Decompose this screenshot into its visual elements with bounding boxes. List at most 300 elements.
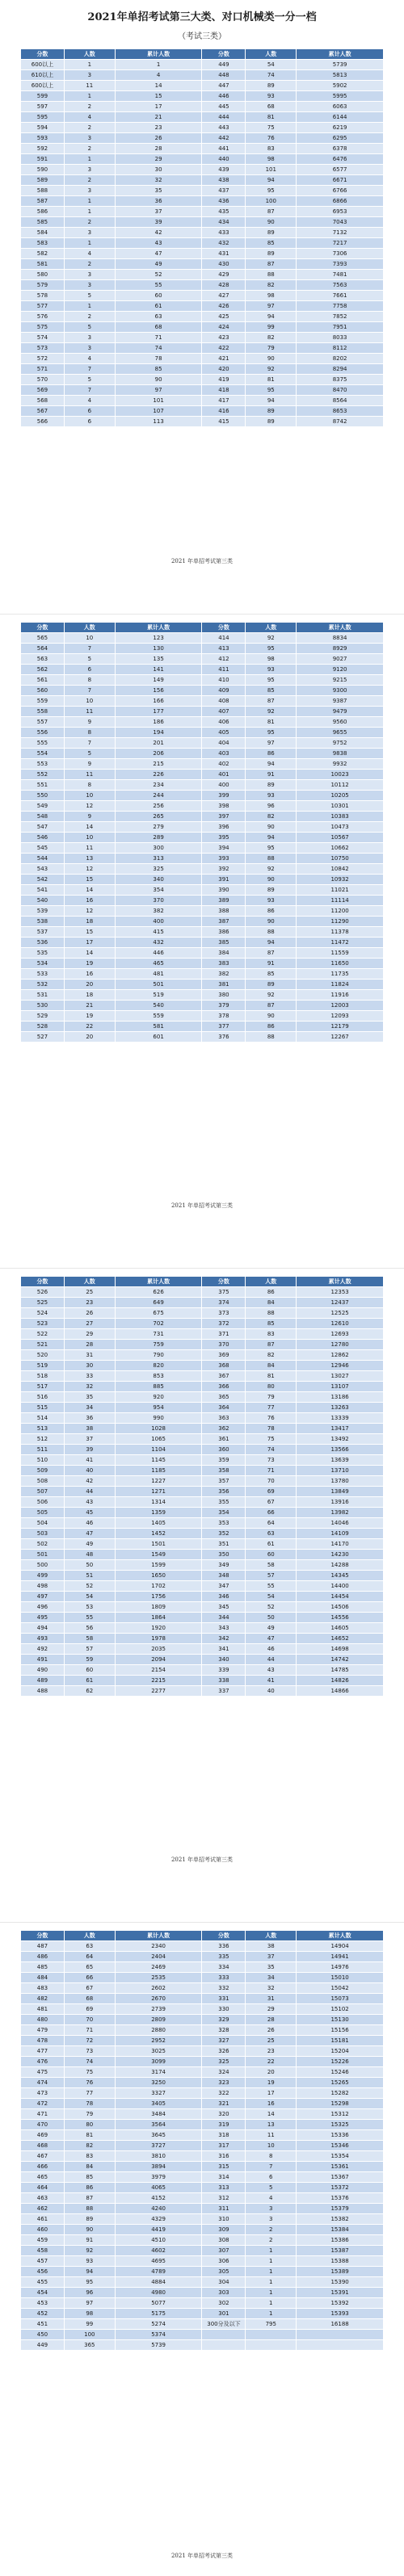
table-cell: 5 xyxy=(64,375,115,385)
table-cell: 12862 xyxy=(297,1350,384,1361)
table-cell: 15336 xyxy=(297,2130,384,2141)
table-cell: 412 xyxy=(202,654,246,665)
table-cell: 9752 xyxy=(297,738,384,749)
table-cell: 44 xyxy=(64,1487,115,1497)
table-row xyxy=(21,280,384,291)
table-cell: 579 xyxy=(21,280,65,291)
table-cell: 11559 xyxy=(297,948,384,959)
table-cell: 14 xyxy=(64,822,115,833)
table-cell: 88 xyxy=(64,2204,115,2214)
table-cell: 3099 xyxy=(115,2057,202,2067)
page-2 xyxy=(0,622,404,1227)
table-cell: 5739 xyxy=(115,2340,202,2351)
table-cell: 265 xyxy=(115,812,202,822)
table-cell: 355 xyxy=(202,1497,246,1508)
table-row xyxy=(21,1560,384,1571)
table-cell: 434 xyxy=(202,217,246,228)
table-row xyxy=(21,854,384,864)
table-cell: 347 xyxy=(202,1581,246,1592)
table-cell: 1 xyxy=(246,2246,297,2256)
table-cell: 82 xyxy=(246,333,297,343)
table-row xyxy=(21,1487,384,1497)
table-cell: 11 xyxy=(64,81,115,91)
table-cell: 15387 xyxy=(297,2246,384,2256)
column-header: 分数 xyxy=(202,1931,246,1941)
table-cell: 94 xyxy=(246,938,297,948)
table-cell: 71 xyxy=(115,333,202,343)
table-row xyxy=(21,228,384,238)
table-cell: 57 xyxy=(246,1571,297,1581)
table-row xyxy=(21,1644,384,1655)
table-cell: 90 xyxy=(246,822,297,833)
table-row xyxy=(21,2235,384,2246)
table-cell: 93 xyxy=(246,896,297,906)
score-table xyxy=(20,1930,384,2351)
table-cell: 68 xyxy=(64,1994,115,2004)
table-cell: 14556 xyxy=(297,1613,384,1623)
table-cell: 366 xyxy=(202,1382,246,1392)
table-row xyxy=(21,1665,384,1676)
table-cell: 415 xyxy=(115,927,202,938)
column-header: 累计人数 xyxy=(297,1931,384,1941)
table-cell: 54 xyxy=(246,1592,297,1602)
table-cell: 54 xyxy=(64,1592,115,1602)
table-cell: 392 xyxy=(202,864,246,875)
table-cell: 435 xyxy=(202,207,246,217)
table-cell: 58 xyxy=(246,1560,297,1571)
table-cell: 460 xyxy=(21,2225,65,2235)
table-cell: 95 xyxy=(246,675,297,686)
table-cell: 12437 xyxy=(297,1298,384,1308)
table-cell: 15246 xyxy=(297,2067,384,2078)
table-cell: 511 xyxy=(21,1445,65,1455)
table-cell: 82 xyxy=(246,812,297,822)
table-cell: 570 xyxy=(21,375,65,385)
table-cell: 12 xyxy=(64,906,115,917)
table-cell: 502 xyxy=(21,1539,65,1550)
table-cell: 42 xyxy=(64,1476,115,1487)
table-cell: 568 xyxy=(21,396,65,406)
table-cell: 15130 xyxy=(297,2015,384,2025)
table-cell: 13339 xyxy=(297,1413,384,1424)
table-row xyxy=(21,291,384,301)
table-cell: 95 xyxy=(246,385,297,396)
table-cell: 535 xyxy=(21,948,65,959)
table-cell: 201 xyxy=(115,738,202,749)
table-cell: 362 xyxy=(202,1424,246,1434)
table-cell: 446 xyxy=(202,91,246,102)
table-cell: 89 xyxy=(246,406,297,417)
table-cell: 3 xyxy=(64,333,115,343)
table-row xyxy=(21,1529,384,1539)
table-cell: 58 xyxy=(64,1634,115,1644)
table-cell: 50 xyxy=(64,1560,115,1571)
table-cell: 546 xyxy=(21,833,65,843)
table-cell: 5 xyxy=(246,2183,297,2193)
table-cell: 538 xyxy=(21,917,65,927)
table-cell: 81 xyxy=(246,1371,297,1382)
table-cell: 4065 xyxy=(115,2183,202,2193)
table-cell: 88 xyxy=(246,1032,297,1043)
table-cell: 345 xyxy=(202,1602,246,1613)
table-cell: 336 xyxy=(202,1941,246,1952)
table-cell: 3 xyxy=(64,270,115,280)
table-cell: 385 xyxy=(202,938,246,948)
table-row xyxy=(21,843,384,854)
table-cell: 503 xyxy=(21,1529,65,1539)
table-cell: 343 xyxy=(202,1623,246,1634)
table-cell: 532 xyxy=(21,980,65,990)
table-cell: 52 xyxy=(246,1602,297,1613)
table-cell: 21 xyxy=(64,1001,115,1011)
table-cell: 9479 xyxy=(297,707,384,717)
table-cell: 467 xyxy=(21,2151,65,2162)
table-cell: 1 xyxy=(115,60,202,70)
table-row xyxy=(21,1581,384,1592)
table-cell: 23 xyxy=(246,2046,297,2057)
table-cell: 2 xyxy=(246,2225,297,2235)
table-cell: 73 xyxy=(246,1455,297,1466)
table-cell: 1359 xyxy=(115,1508,202,1518)
table-row xyxy=(21,686,384,696)
page-footer: 2021 年单招考试第三类 xyxy=(170,558,234,564)
table-cell: 88 xyxy=(246,270,297,280)
table-cell: 91 xyxy=(64,2235,115,2246)
table-cell: 35 xyxy=(246,1962,297,1973)
table-cell: 81 xyxy=(246,375,297,385)
table-cell: 101 xyxy=(115,396,202,406)
table-row xyxy=(21,270,384,280)
table-cell: 523 xyxy=(21,1319,65,1329)
table-cell: 409 xyxy=(202,686,246,696)
table-cell: 7563 xyxy=(297,280,384,291)
table-cell: 533 xyxy=(21,969,65,980)
table-cell: 1405 xyxy=(115,1518,202,1529)
table-cell: 30 xyxy=(64,1361,115,1371)
table-cell: 15102 xyxy=(297,2004,384,2015)
table-cell: 3 xyxy=(64,70,115,81)
table-cell: 2535 xyxy=(115,1973,202,1983)
score-table xyxy=(20,48,384,427)
table-row xyxy=(21,1592,384,1602)
table-cell: 461 xyxy=(21,2214,65,2225)
table-row xyxy=(21,354,384,364)
table-cell: 1185 xyxy=(115,1466,202,1476)
table-row xyxy=(21,123,384,133)
table-cell: 61 xyxy=(115,301,202,312)
table-cell: 15392 xyxy=(297,2298,384,2309)
table-row xyxy=(21,2340,384,2351)
table-cell: 95 xyxy=(246,728,297,738)
table-cell: 11916 xyxy=(297,990,384,1001)
table-cell: 68 xyxy=(115,322,202,333)
table-row xyxy=(21,1298,384,1308)
table-cell: 370 xyxy=(202,1340,246,1350)
table-cell: 78 xyxy=(246,1424,297,1434)
table-cell: 14785 xyxy=(297,1665,384,1676)
table-cell: 302 xyxy=(202,2298,246,2309)
table-cell: 244 xyxy=(115,791,202,801)
table-cell: 2 xyxy=(64,175,115,186)
table-cell: 47 xyxy=(115,249,202,259)
table-cell: 1028 xyxy=(115,1424,202,1434)
table-cell: 1864 xyxy=(115,1613,202,1623)
table-cell: 350 xyxy=(202,1550,246,1560)
table-cell: 600以上 xyxy=(21,81,65,91)
table-cell: 560 xyxy=(21,686,65,696)
table-cell: 587 xyxy=(21,196,65,207)
table-row xyxy=(21,969,384,980)
table-cell: 53 xyxy=(64,1602,115,1613)
table-cell: 518 xyxy=(21,1371,65,1382)
table-cell: 63 xyxy=(246,1529,297,1539)
table-cell: 446 xyxy=(115,948,202,959)
table-cell: 19 xyxy=(246,2078,297,2088)
table-cell: 20 xyxy=(64,980,115,990)
table-cell: 10662 xyxy=(297,843,384,854)
table-cell: 3 xyxy=(64,280,115,291)
table-cell: 13492 xyxy=(297,1434,384,1445)
table-cell: 89 xyxy=(246,249,297,259)
table-cell: 10205 xyxy=(297,791,384,801)
table-cell: 517 xyxy=(21,1382,65,1392)
table-cell: 576 xyxy=(21,312,65,322)
table-cell: 505 xyxy=(21,1508,65,1518)
table-cell: 62 xyxy=(64,1686,115,1697)
table-cell: 495 xyxy=(21,1613,65,1623)
table-cell: 312 xyxy=(202,2193,246,2204)
table-cell: 3894 xyxy=(115,2162,202,2172)
table-cell: 595 xyxy=(21,112,65,123)
table-row xyxy=(21,2036,384,2046)
table-row xyxy=(21,2088,384,2099)
table-cell: 9 xyxy=(64,759,115,770)
table-cell: 13982 xyxy=(297,1508,384,1518)
table-cell: 559 xyxy=(21,696,65,707)
table-cell: 702 xyxy=(115,1319,202,1329)
table-row xyxy=(21,207,384,217)
table-cell: 226 xyxy=(115,770,202,780)
table-cell: 98 xyxy=(246,154,297,165)
table-cell: 95 xyxy=(246,843,297,854)
table-cell: 92 xyxy=(246,990,297,1001)
table-cell: 1065 xyxy=(115,1434,202,1445)
table-cell: 14 xyxy=(64,948,115,959)
table-cell: 11 xyxy=(246,2130,297,2141)
table-cell: 85 xyxy=(64,2172,115,2183)
table-cell: 9560 xyxy=(297,717,384,728)
table-cell: 342 xyxy=(202,1634,246,1644)
table-row xyxy=(21,833,384,843)
table-row xyxy=(21,1011,384,1022)
table-cell: 478 xyxy=(21,2036,65,2046)
table-cell: 356 xyxy=(202,1487,246,1497)
table-cell: 14976 xyxy=(297,1962,384,1973)
table-cell: 73 xyxy=(64,2046,115,2057)
table-cell: 6063 xyxy=(297,102,384,112)
table-cell: 9655 xyxy=(297,728,384,738)
table-cell: 6953 xyxy=(297,207,384,217)
table-cell: 234 xyxy=(115,780,202,791)
table-cell: 89 xyxy=(246,228,297,238)
table-cell: 470 xyxy=(21,2120,65,2130)
table-cell: 489 xyxy=(21,1676,65,1686)
table-cell: 11472 xyxy=(297,938,384,948)
table-cell: 37 xyxy=(115,207,202,217)
table-cell: 16 xyxy=(64,896,115,906)
table-cell: 98 xyxy=(64,2309,115,2319)
table-row xyxy=(21,2172,384,2183)
table-cell: 52 xyxy=(115,270,202,280)
table-cell: 67 xyxy=(246,1497,297,1508)
table-cell: 206 xyxy=(115,749,202,759)
table-cell: 326 xyxy=(202,2046,246,2057)
table-cell: 490 xyxy=(21,1665,65,1676)
table-row xyxy=(21,654,384,665)
table-row xyxy=(21,1001,384,1011)
table-cell: 304 xyxy=(202,2277,246,2288)
table-cell: 14742 xyxy=(297,1655,384,1665)
table-cell: 2035 xyxy=(115,1644,202,1655)
table-cell: 303 xyxy=(202,2288,246,2298)
table-cell: 487 xyxy=(21,1941,65,1952)
table-cell: 2 xyxy=(64,102,115,112)
table-row xyxy=(21,2141,384,2151)
table-cell: 1 xyxy=(246,2267,297,2277)
table-cell: 82 xyxy=(246,280,297,291)
table-cell: 92 xyxy=(246,633,297,644)
table-cell: 13780 xyxy=(297,1476,384,1487)
table-cell: 95 xyxy=(246,644,297,654)
table-row xyxy=(21,417,384,427)
table-cell: 501 xyxy=(21,1550,65,1560)
table-cell: 377 xyxy=(202,1022,246,1032)
table-cell: 43 xyxy=(64,1497,115,1508)
table-cell: 427 xyxy=(202,291,246,301)
table-cell: 586 xyxy=(21,207,65,217)
table-cell: 4 xyxy=(64,396,115,406)
table-cell: 47 xyxy=(246,1634,297,1644)
table-cell: 3327 xyxy=(115,2088,202,2099)
table-cell: 318 xyxy=(202,2130,246,2141)
table-row xyxy=(21,333,384,343)
page-divider xyxy=(0,1268,404,1269)
table-cell: 79 xyxy=(246,343,297,354)
table-cell: 920 xyxy=(115,1392,202,1403)
table-cell: 44 xyxy=(246,1655,297,1665)
table-cell: 367 xyxy=(202,1371,246,1382)
table-cell: 504 xyxy=(21,1518,65,1529)
table-cell: 177 xyxy=(115,707,202,717)
table-cell: 7 xyxy=(64,385,115,396)
table-cell: 422 xyxy=(202,343,246,354)
table-cell: 88 xyxy=(246,1308,297,1319)
table-cell: 512 xyxy=(21,1434,65,1445)
table-cell: 5 xyxy=(64,654,115,665)
table-row xyxy=(21,1508,384,1518)
column-header: 分数 xyxy=(21,1277,65,1287)
table-cell: 57 xyxy=(64,1644,115,1655)
table-cell: 89 xyxy=(246,417,297,427)
table-cell: 428 xyxy=(202,280,246,291)
table-cell: 6766 xyxy=(297,186,384,196)
table-cell: 7 xyxy=(64,686,115,696)
table-cell: 375 xyxy=(202,1287,246,1298)
table-cell: 359 xyxy=(202,1455,246,1466)
table-cell: 378 xyxy=(202,1011,246,1022)
table-cell: 31 xyxy=(246,1994,297,2004)
table-cell: 675 xyxy=(115,1308,202,1319)
table-row xyxy=(21,2225,384,2235)
table-cell: 92 xyxy=(246,864,297,875)
table-cell: 323 xyxy=(202,2078,246,2088)
table-cell: 12179 xyxy=(297,1022,384,1032)
table-cell: 493 xyxy=(21,1634,65,1644)
table-cell: 309 xyxy=(202,2225,246,2235)
table-row xyxy=(21,948,384,959)
table-cell: 565 xyxy=(21,633,65,644)
table-cell: 7393 xyxy=(297,259,384,270)
table-cell: 581 xyxy=(21,259,65,270)
table-cell: 7951 xyxy=(297,322,384,333)
table-row xyxy=(21,385,384,396)
table-cell: 90 xyxy=(64,2225,115,2235)
table-cell: 411 xyxy=(202,665,246,675)
table-cell: 558 xyxy=(21,707,65,717)
table-cell: 149 xyxy=(115,675,202,686)
table-cell: 1452 xyxy=(115,1529,202,1539)
table-cell: 19 xyxy=(64,959,115,969)
table-row xyxy=(21,375,384,385)
table-cell: 81 xyxy=(246,112,297,123)
table-cell: 42 xyxy=(115,228,202,238)
table-cell: 22 xyxy=(64,1022,115,1032)
table-cell: 11021 xyxy=(297,885,384,896)
table-cell: 14866 xyxy=(297,1686,384,1697)
table-cell: 597 xyxy=(21,102,65,112)
table-cell: 389 xyxy=(202,896,246,906)
table-cell: 6219 xyxy=(297,123,384,133)
table-cell: 731 xyxy=(115,1329,202,1340)
table-cell: 3564 xyxy=(115,2120,202,2130)
table-cell: 49 xyxy=(115,259,202,270)
table-cell: 1809 xyxy=(115,1602,202,1613)
table-cell: 64 xyxy=(246,1518,297,1529)
table-cell: 325 xyxy=(202,2057,246,2067)
table-row xyxy=(21,2151,384,2162)
table-cell: 4 xyxy=(115,70,202,81)
table-cell: 1 xyxy=(64,60,115,70)
table-row xyxy=(21,1350,384,1361)
table-row xyxy=(21,1392,384,1403)
table-cell: 5274 xyxy=(115,2319,202,2330)
table-row xyxy=(21,1994,384,2004)
table-cell: 6866 xyxy=(297,196,384,207)
table-cell: 528 xyxy=(21,1022,65,1032)
table-row xyxy=(21,2067,384,2078)
table-cell: 321 xyxy=(202,2099,246,2109)
table-cell: 14288 xyxy=(297,1560,384,1571)
table-cell: 13849 xyxy=(297,1487,384,1497)
table-cell: 413 xyxy=(202,644,246,654)
table-cell: 419 xyxy=(202,375,246,385)
table-row xyxy=(21,2057,384,2067)
table-cell: 8202 xyxy=(297,354,384,364)
table-cell: 373 xyxy=(202,1308,246,1319)
table-cell: 54 xyxy=(246,60,297,70)
table-cell: 92 xyxy=(246,364,297,375)
page-subtitle: （考试三类） xyxy=(178,32,226,41)
